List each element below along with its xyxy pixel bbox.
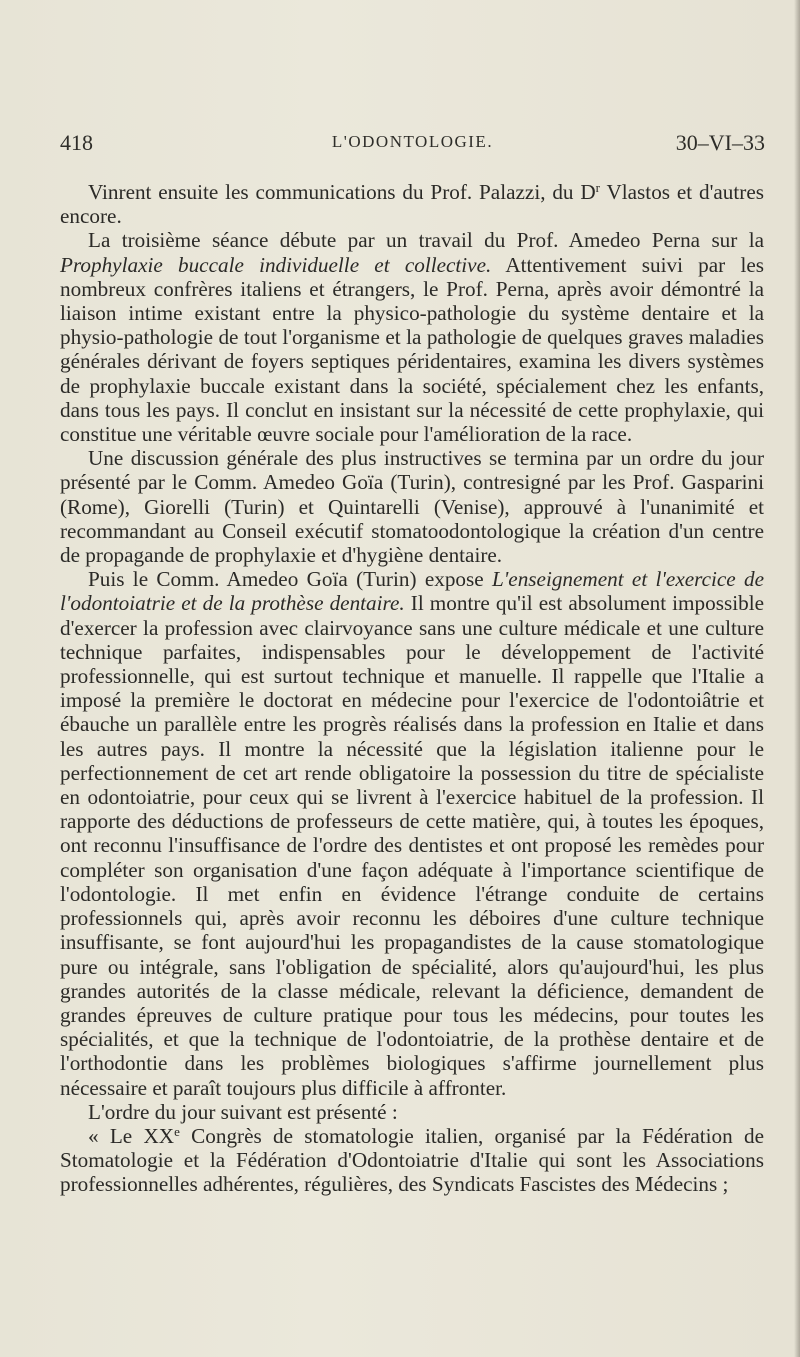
- doctor-abbrev-superscript: r: [595, 180, 601, 195]
- paragraph-4: [60, 567, 764, 1099]
- running-title: L'ODONTOLOGIE.: [331, 132, 494, 151]
- paragraph-3: Une discussion générale des plus instructives se termina par un ordre du jour présenté par le Comm. Amedeo Goïa (Turin), contresigné par les Prof. Gasparini (Rome), Giorelli (Turin) et Quintarelli (Venise), approuvé à l'unanimité et recommandant au Conseil exécutif stomatoodontologique la création d'un centre de propagande de prophylaxie et d'hygiène dentaire.: [60, 446, 764, 568]
- running-header: [60, 130, 765, 160]
- article-body: [60, 180, 764, 1197]
- paragraph-6: [60, 1124, 764, 1197]
- paragraph-1: [60, 180, 764, 228]
- paragraph-6-text-end: Congrès de stomatologie italien, organisé par la Fédération de Stomatologie et la Fédération d'Odontoiatrie d'Italie qui sont les Associations professionnelles adhérentes, régulières, des Syndicats Fascistes des Médecins ;: [60, 1123, 764, 1197]
- paragraph-5: L'ordre du jour suivant est présenté :: [88, 1099, 398, 1124]
- page-number: 418: [60, 130, 93, 155]
- paragraph-2-title-italic: Prophylaxie buccale individuelle et collective.: [60, 252, 492, 277]
- paragraph-2-text-end: Attentivement suivi par les nombreux confrères italiens et étrangers, le Prof. Perna, après avoir démontré la liaison intime existant entre la physico-pathologie du système dentaire et la physio-pathologie de tout l'organisme et la pathologie de quelques graves maladies générales dérivant de foyers septiques péridentaires, examina les divers systèmes de prophylaxie buccale existant dans la société, spécialement chez les enfants, dans tous les pays. Il conclut en insistant sur la nécessité de cette prophylaxie, qui constitue une véritable œuvre sociale pour l'amélioration de la race.: [60, 252, 764, 447]
- paragraph-4-text: Puis le Comm. Amedeo Goïa (Turin) expose: [88, 567, 492, 592]
- paragraph-6-text: « Le XX: [88, 1123, 175, 1148]
- paragraph-2-text: La troisième séance débute par un travail du Prof. Amedeo Perna sur la: [88, 228, 764, 253]
- paragraph-1-text: Vinrent ensuite les communications du Prof. Palazzi, du D: [88, 180, 596, 204]
- paragraph-2: [60, 228, 764, 446]
- paragraph-1-text-end: Vlastos et d'autres encore.: [60, 180, 764, 229]
- page-edge-shadow: [794, 0, 800, 1357]
- ordinal-superscript: e: [174, 1123, 180, 1139]
- issue-date: 30–VI–33: [675, 130, 765, 155]
- paragraph-4-text-end: Il montre qu'il est absolument impossible d'exercer la profession avec clairvoyance sans une culture médicale et une culture technique parfaites, indispensables pour le développement de l'activité professionnelle, qui est surtout technique et manuelle. Il rappelle que l'Italie a imposé la première le doctorat en médecine pour l'exercice de l'odontoiâtrie et ébauche un parallèle entre les progrès réalisés dans la profession en Italie et dans les autres pays. Il montre la nécessité que la législation italienne pour le perfectionnement de cet art rende obligatoire la possession du titre de spécialiste en odontoiatrie, pour ceux qui se livrent à l'exercice habituel de la profession. Il rapporte des déductions de professeurs de cette matière, qui, à toutes les époques, ont reconnu l'insuffisance de l'ordre des dentistes et ont proposé les remèdes pour compléter son organisation d'une façon adéquate à l'importance scientifique de l'odontologie. Il met enfin en évidence l'étrange conduite de certains professionnels qui, après avoir reconnu les déboires d'une culture technique insuffisante, se font aujourd'hui les propagandistes de la cause stomatologique pure ou intégrale, sans l'obligation de spécialité, alors qu'aujourd'hui, les plus grandes autorités de la classe médicale, relevant la déficience, demandent de grandes épreuves de culture pratique pour tous les médecins, pour toutes les spécialités, et que la technique de l'odontoiatrie, de la prothèse dentaire et de l'orthodontie dans les problèmes biologiques s'affirme journellement plus nécessaire et paraît toujours plus difficile à affronter.: [60, 591, 764, 1100]
- paragraph-4-title-italic: L'enseignement et l'exercice de l'odontoiatrie et de la prothèse dentaire.: [60, 567, 764, 616]
